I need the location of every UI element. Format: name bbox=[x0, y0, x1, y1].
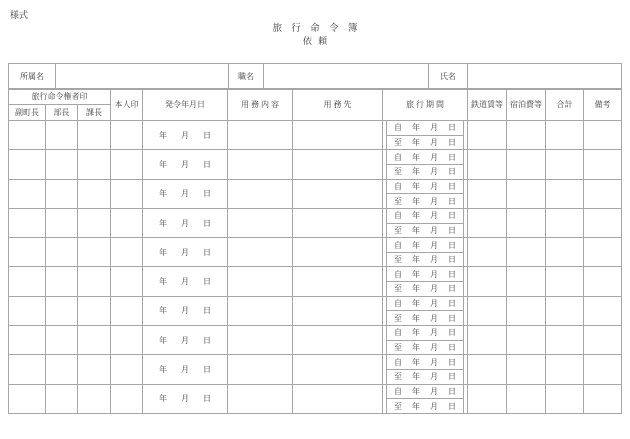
travel-period-box bbox=[386, 150, 464, 178]
year-placeholder: 年 bbox=[412, 372, 420, 382]
year-placeholder: 年 bbox=[412, 137, 420, 147]
year-placeholder: 年 bbox=[412, 387, 420, 396]
division-head-header: 部長 bbox=[46, 105, 78, 121]
order-date-cell bbox=[143, 238, 228, 267]
day-placeholder: 日 bbox=[203, 130, 211, 140]
year-placeholder: 年 bbox=[159, 277, 167, 287]
travel-period-box bbox=[386, 121, 464, 149]
duty-content-cell bbox=[228, 179, 293, 208]
year-placeholder: 年 bbox=[412, 284, 420, 294]
remarks-cell bbox=[584, 267, 622, 296]
section-head-seal-cell bbox=[78, 238, 111, 267]
affiliation-value-cell bbox=[56, 64, 229, 90]
day-placeholder: 日 bbox=[448, 181, 456, 191]
day-placeholder: 日 bbox=[448, 401, 456, 411]
to-label: 至 bbox=[394, 284, 402, 294]
day-placeholder: 日 bbox=[448, 240, 456, 250]
deputy-mayor-seal-cell bbox=[9, 238, 46, 267]
duty-destination-cell bbox=[293, 179, 383, 208]
deputy-mayor-seal-cell bbox=[9, 384, 46, 413]
section-head-seal-cell bbox=[78, 355, 111, 384]
year-placeholder: 年 bbox=[412, 328, 420, 338]
period-from-row bbox=[387, 326, 463, 341]
period-from-row bbox=[387, 267, 463, 282]
remarks-cell bbox=[584, 208, 622, 237]
duty-content-cell bbox=[228, 296, 293, 325]
duty-content-cell bbox=[228, 355, 293, 384]
to-label: 至 bbox=[394, 167, 402, 177]
table-row bbox=[9, 355, 622, 384]
section-head-seal-cell bbox=[78, 267, 111, 296]
duty-content-cell bbox=[228, 267, 293, 296]
to-label: 至 bbox=[394, 255, 402, 265]
section-head-seal-cell bbox=[78, 296, 111, 325]
year-placeholder: 年 bbox=[412, 181, 420, 191]
travel-period-cell bbox=[383, 267, 468, 296]
section-head-seal-cell bbox=[78, 150, 111, 179]
travel-order-table bbox=[8, 88, 622, 414]
railway-fare-cell bbox=[468, 208, 507, 237]
to-label: 至 bbox=[394, 372, 402, 382]
self-seal-cell bbox=[111, 384, 143, 413]
year-placeholder: 年 bbox=[412, 240, 420, 250]
travel-period-box bbox=[386, 385, 464, 413]
from-label: 自 bbox=[394, 328, 402, 338]
info-table bbox=[8, 63, 622, 90]
total-cell bbox=[546, 384, 584, 413]
table-row bbox=[9, 150, 622, 179]
day-placeholder: 日 bbox=[203, 306, 211, 316]
travel-period-cell bbox=[383, 208, 468, 237]
day-placeholder: 日 bbox=[448, 372, 456, 382]
division-head-seal-cell bbox=[46, 238, 78, 267]
year-placeholder: 年 bbox=[159, 159, 167, 169]
remarks-cell bbox=[584, 238, 622, 267]
from-label: 自 bbox=[394, 240, 402, 250]
month-placeholder: 月 bbox=[181, 394, 189, 404]
table-row bbox=[9, 208, 622, 237]
lodging-fee-cell bbox=[507, 179, 546, 208]
deputy-mayor-seal-cell bbox=[9, 121, 46, 150]
period-to-row bbox=[387, 399, 463, 413]
duty-content-cell bbox=[228, 238, 293, 267]
remarks-cell bbox=[584, 179, 622, 208]
deputy-mayor-seal-cell bbox=[9, 326, 46, 355]
deputy-mayor-seal-cell bbox=[9, 267, 46, 296]
period-from-row bbox=[387, 297, 463, 312]
year-placeholder: 年 bbox=[159, 218, 167, 228]
period-from-row bbox=[387, 385, 463, 400]
position-label: 職名 bbox=[229, 64, 264, 90]
year-placeholder: 年 bbox=[159, 306, 167, 316]
duty-destination-cell bbox=[293, 150, 383, 179]
duty-destination-cell bbox=[293, 355, 383, 384]
month-placeholder: 月 bbox=[430, 196, 438, 206]
total-header: 合計 bbox=[546, 89, 584, 121]
year-placeholder: 年 bbox=[159, 394, 167, 404]
duty-content-cell bbox=[228, 150, 293, 179]
total-cell bbox=[546, 208, 584, 237]
from-label: 自 bbox=[394, 299, 402, 309]
day-placeholder: 日 bbox=[448, 313, 456, 323]
year-placeholder: 年 bbox=[412, 299, 420, 309]
travel-period-box bbox=[386, 355, 464, 383]
month-placeholder: 月 bbox=[430, 401, 438, 411]
total-cell bbox=[546, 296, 584, 325]
from-label: 自 bbox=[394, 181, 402, 191]
year-placeholder: 年 bbox=[412, 269, 420, 279]
deputy-mayor-seal-cell bbox=[9, 355, 46, 384]
day-placeholder: 日 bbox=[203, 335, 211, 345]
month-placeholder: 月 bbox=[430, 152, 438, 162]
from-label: 自 bbox=[394, 152, 402, 162]
day-placeholder: 日 bbox=[448, 328, 456, 338]
order-date-cell bbox=[143, 179, 228, 208]
travel-period-cell bbox=[383, 238, 468, 267]
lodging-fee-cell bbox=[507, 208, 546, 237]
railway-fare-cell bbox=[468, 296, 507, 325]
order-date-cell bbox=[143, 384, 228, 413]
duty-destination-cell bbox=[293, 121, 383, 150]
period-from-row bbox=[387, 209, 463, 224]
division-head-seal-cell bbox=[46, 355, 78, 384]
railway-fare-cell bbox=[468, 384, 507, 413]
period-from-row bbox=[387, 355, 463, 370]
day-placeholder: 日 bbox=[203, 394, 211, 404]
order-date-cell bbox=[143, 355, 228, 384]
order-date-cell bbox=[143, 150, 228, 179]
year-placeholder: 年 bbox=[159, 189, 167, 199]
form-subtitle: 依 頼 bbox=[302, 36, 328, 46]
to-label: 至 bbox=[394, 401, 402, 411]
travel-period-box bbox=[386, 326, 464, 354]
division-head-seal-cell bbox=[46, 267, 78, 296]
division-head-seal-cell bbox=[46, 150, 78, 179]
period-to-row bbox=[387, 194, 463, 208]
deputy-mayor-seal-cell bbox=[9, 179, 46, 208]
division-head-seal-cell bbox=[46, 296, 78, 325]
self-seal-cell bbox=[111, 179, 143, 208]
section-head-seal-cell bbox=[78, 326, 111, 355]
travel-period-box bbox=[386, 180, 464, 208]
lodging-fee-cell bbox=[507, 326, 546, 355]
day-placeholder: 日 bbox=[448, 137, 456, 147]
period-from-row bbox=[387, 150, 463, 165]
railway-fare-cell bbox=[468, 150, 507, 179]
travel-period-cell bbox=[383, 179, 468, 208]
railway-fare-cell bbox=[468, 179, 507, 208]
day-placeholder: 日 bbox=[448, 167, 456, 177]
deputy-mayor-seal-cell bbox=[9, 150, 46, 179]
month-placeholder: 月 bbox=[430, 211, 438, 221]
total-cell bbox=[546, 267, 584, 296]
duty-content-header: 用 務 内 容 bbox=[228, 89, 293, 121]
year-placeholder: 年 bbox=[412, 357, 420, 367]
day-placeholder: 日 bbox=[448, 343, 456, 353]
month-placeholder: 月 bbox=[181, 218, 189, 228]
travel-period-box bbox=[386, 267, 464, 295]
year-placeholder: 年 bbox=[412, 401, 420, 411]
duty-destination-cell bbox=[293, 296, 383, 325]
table-row bbox=[9, 179, 622, 208]
month-placeholder: 月 bbox=[430, 137, 438, 147]
travel-period-cell bbox=[383, 121, 468, 150]
month-placeholder: 月 bbox=[430, 269, 438, 279]
year-placeholder: 年 bbox=[412, 313, 420, 323]
section-head-header: 課長 bbox=[78, 105, 111, 121]
year-placeholder: 年 bbox=[412, 123, 420, 133]
form-title: 旅 行 命 令 簿 bbox=[272, 24, 358, 34]
period-to-row bbox=[387, 253, 463, 267]
day-placeholder: 日 bbox=[448, 152, 456, 162]
self-seal-cell bbox=[111, 208, 143, 237]
self-seal-cell bbox=[111, 267, 143, 296]
lodging-fee-cell bbox=[507, 384, 546, 413]
month-placeholder: 月 bbox=[430, 255, 438, 265]
to-label: 至 bbox=[394, 343, 402, 353]
lodging-fee-cell bbox=[507, 121, 546, 150]
total-cell bbox=[546, 355, 584, 384]
month-placeholder: 月 bbox=[430, 299, 438, 309]
remarks-cell bbox=[584, 121, 622, 150]
position-value-cell bbox=[264, 64, 429, 90]
lodging-fee-cell bbox=[507, 238, 546, 267]
month-placeholder: 月 bbox=[430, 328, 438, 338]
duty-destination-cell bbox=[293, 238, 383, 267]
style-label: 様式 bbox=[10, 10, 29, 20]
railway-fare-cell bbox=[468, 121, 507, 150]
month-placeholder: 月 bbox=[430, 123, 438, 133]
name-value-cell bbox=[468, 64, 622, 90]
year-placeholder: 年 bbox=[412, 196, 420, 206]
remarks-header: 備考 bbox=[584, 89, 622, 121]
remarks-cell bbox=[584, 150, 622, 179]
remarks-cell bbox=[584, 384, 622, 413]
month-placeholder: 月 bbox=[430, 387, 438, 396]
duty-destination-cell bbox=[293, 326, 383, 355]
from-label: 自 bbox=[394, 123, 402, 133]
day-placeholder: 日 bbox=[448, 225, 456, 235]
duty-destination-cell bbox=[293, 384, 383, 413]
table-row bbox=[9, 296, 622, 325]
day-placeholder: 日 bbox=[203, 277, 211, 287]
day-placeholder: 日 bbox=[448, 211, 456, 221]
month-placeholder: 月 bbox=[181, 159, 189, 169]
railway-fare-cell bbox=[468, 355, 507, 384]
travel-period-cell bbox=[383, 326, 468, 355]
year-placeholder: 年 bbox=[412, 167, 420, 177]
order-date-cell bbox=[143, 208, 228, 237]
division-head-seal-cell bbox=[46, 384, 78, 413]
period-to-row bbox=[387, 165, 463, 179]
from-label: 自 bbox=[394, 269, 402, 279]
duty-content-cell bbox=[228, 208, 293, 237]
month-placeholder: 月 bbox=[181, 247, 189, 257]
month-placeholder: 月 bbox=[430, 240, 438, 250]
travel-period-box bbox=[386, 297, 464, 325]
info-row bbox=[9, 64, 622, 90]
period-from-row bbox=[387, 180, 463, 195]
division-head-seal-cell bbox=[46, 179, 78, 208]
month-placeholder: 月 bbox=[430, 225, 438, 235]
division-head-seal-cell bbox=[46, 326, 78, 355]
deputy-mayor-seal-cell bbox=[9, 208, 46, 237]
self-seal-header: 本人印 bbox=[111, 89, 143, 121]
travel-period-cell bbox=[383, 296, 468, 325]
month-placeholder: 月 bbox=[430, 181, 438, 191]
travel-period-box bbox=[386, 209, 464, 237]
to-label: 至 bbox=[394, 225, 402, 235]
lodging-fee-header: 宿泊費等 bbox=[507, 89, 546, 121]
day-placeholder: 日 bbox=[203, 159, 211, 169]
duty-content-cell bbox=[228, 384, 293, 413]
day-placeholder: 日 bbox=[448, 357, 456, 367]
table-row bbox=[9, 238, 622, 267]
table-row bbox=[9, 267, 622, 296]
duty-destination-cell bbox=[293, 208, 383, 237]
month-placeholder: 月 bbox=[430, 167, 438, 177]
lodging-fee-cell bbox=[507, 355, 546, 384]
period-to-row bbox=[387, 311, 463, 325]
to-label: 至 bbox=[394, 313, 402, 323]
self-seal-cell bbox=[111, 238, 143, 267]
from-label: 自 bbox=[394, 211, 402, 221]
division-head-seal-cell bbox=[46, 121, 78, 150]
duty-destination-header: 用 務 先 bbox=[293, 89, 383, 121]
day-placeholder: 日 bbox=[448, 269, 456, 279]
section-head-seal-cell bbox=[78, 179, 111, 208]
day-placeholder: 日 bbox=[448, 123, 456, 133]
table-row bbox=[9, 326, 622, 355]
day-placeholder: 日 bbox=[203, 189, 211, 199]
lodging-fee-cell bbox=[507, 296, 546, 325]
day-placeholder: 日 bbox=[203, 247, 211, 257]
day-placeholder: 日 bbox=[448, 299, 456, 309]
railway-fare-header: 鉄道賃等 bbox=[468, 89, 507, 121]
day-placeholder: 日 bbox=[448, 284, 456, 294]
lodging-fee-cell bbox=[507, 267, 546, 296]
year-placeholder: 年 bbox=[412, 343, 420, 353]
table-header bbox=[9, 89, 622, 121]
period-from-row bbox=[387, 121, 463, 136]
affiliation-label: 所属名 bbox=[9, 64, 56, 90]
order-date-cell bbox=[143, 296, 228, 325]
year-placeholder: 年 bbox=[412, 211, 420, 221]
period-to-row bbox=[387, 370, 463, 384]
month-placeholder: 月 bbox=[181, 306, 189, 316]
self-seal-cell bbox=[111, 121, 143, 150]
railway-fare-cell bbox=[468, 238, 507, 267]
travel-period-header: 旅 行 期 間 bbox=[383, 89, 468, 121]
day-placeholder: 日 bbox=[203, 218, 211, 228]
month-placeholder: 月 bbox=[430, 343, 438, 353]
year-placeholder: 年 bbox=[159, 365, 167, 375]
to-label: 至 bbox=[394, 137, 402, 147]
remarks-cell bbox=[584, 326, 622, 355]
order-date-cell bbox=[143, 121, 228, 150]
day-placeholder: 日 bbox=[448, 196, 456, 206]
year-placeholder: 年 bbox=[159, 247, 167, 257]
month-placeholder: 月 bbox=[181, 130, 189, 140]
year-placeholder: 年 bbox=[412, 152, 420, 162]
duty-content-cell bbox=[228, 326, 293, 355]
order-date-header: 発令年月日 bbox=[143, 89, 228, 121]
month-placeholder: 月 bbox=[430, 372, 438, 382]
self-seal-cell bbox=[111, 326, 143, 355]
table-row bbox=[9, 384, 622, 413]
deputy-mayor-seal-cell bbox=[9, 296, 46, 325]
railway-fare-cell bbox=[468, 326, 507, 355]
year-placeholder: 年 bbox=[159, 335, 167, 345]
self-seal-cell bbox=[111, 355, 143, 384]
period-to-row bbox=[387, 282, 463, 296]
month-placeholder: 月 bbox=[181, 277, 189, 287]
period-to-row bbox=[387, 341, 463, 355]
remarks-cell bbox=[584, 355, 622, 384]
duty-content-cell bbox=[228, 121, 293, 150]
travel-period-box bbox=[386, 238, 464, 266]
order-date-cell bbox=[143, 267, 228, 296]
month-placeholder: 月 bbox=[430, 284, 438, 294]
railway-fare-cell bbox=[468, 267, 507, 296]
day-placeholder: 日 bbox=[203, 365, 211, 375]
total-cell bbox=[546, 150, 584, 179]
total-cell bbox=[546, 179, 584, 208]
year-placeholder: 年 bbox=[412, 225, 420, 235]
order-table-body bbox=[9, 121, 622, 414]
total-cell bbox=[546, 121, 584, 150]
year-placeholder: 年 bbox=[159, 130, 167, 140]
period-from-row bbox=[387, 238, 463, 253]
total-cell bbox=[546, 238, 584, 267]
travel-period-cell bbox=[383, 384, 468, 413]
deputy-mayor-header: 副町長 bbox=[9, 105, 46, 121]
month-placeholder: 月 bbox=[430, 313, 438, 323]
day-placeholder: 日 bbox=[448, 387, 456, 396]
day-placeholder: 日 bbox=[448, 255, 456, 265]
table-row bbox=[9, 121, 622, 150]
from-label: 自 bbox=[394, 387, 402, 396]
total-cell bbox=[546, 326, 584, 355]
month-placeholder: 月 bbox=[181, 189, 189, 199]
travel-period-cell bbox=[383, 150, 468, 179]
month-placeholder: 月 bbox=[181, 335, 189, 345]
from-label: 自 bbox=[394, 357, 402, 367]
self-seal-cell bbox=[111, 150, 143, 179]
travel-period-cell bbox=[383, 355, 468, 384]
section-head-seal-cell bbox=[78, 121, 111, 150]
order-date-cell bbox=[143, 326, 228, 355]
lodging-fee-cell bbox=[507, 150, 546, 179]
section-head-seal-cell bbox=[78, 208, 111, 237]
name-label: 氏名 bbox=[429, 64, 468, 90]
to-label: 至 bbox=[394, 196, 402, 206]
division-head-seal-cell bbox=[46, 208, 78, 237]
authority-seal-group-header: 旅行命令権者印 bbox=[9, 89, 111, 105]
year-placeholder: 年 bbox=[412, 255, 420, 265]
duty-destination-cell bbox=[293, 267, 383, 296]
month-placeholder: 月 bbox=[181, 365, 189, 375]
month-placeholder: 月 bbox=[430, 357, 438, 367]
section-head-seal-cell bbox=[78, 384, 111, 413]
period-to-row bbox=[387, 224, 463, 238]
remarks-cell bbox=[584, 296, 622, 325]
period-to-row bbox=[387, 136, 463, 150]
self-seal-cell bbox=[111, 296, 143, 325]
